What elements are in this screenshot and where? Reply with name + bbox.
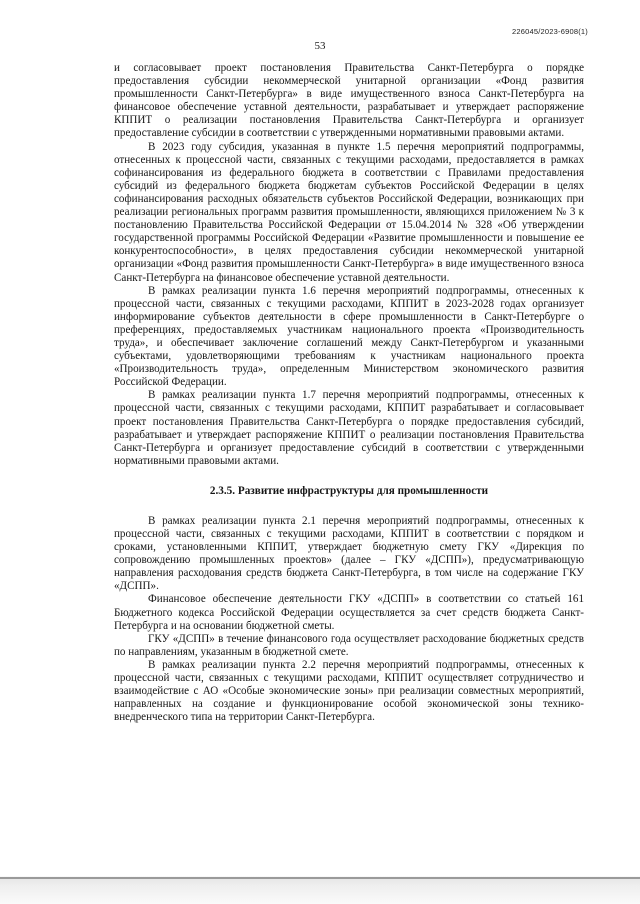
paragraph: В рамках реализации пункта 2.2 перечня мероприятий подпрограммы, отнесенных к процессной части, связанных с текущими расходами, КППИТ осуществляет сотрудничество и взаимодействие с АО «Особые экономические зоны» при реализации совместных мероприятий, направленных на создание и функционирование особой экономической зоны технико-внедренческого типа на территории Санкт-Петербурга. xyxy=(114,658,584,724)
scan-edge-shadow xyxy=(0,876,640,904)
scan-edge-line xyxy=(0,877,640,879)
document-body xyxy=(114,62,584,724)
paragraph: ГКУ «ДСПП» в течение финансового года осуществляет расходование бюджетных средств по направлениям, указанным в бюджетной смете. xyxy=(114,632,584,658)
paragraph: В рамках реализации пункта 1.6 перечня мероприятий подпрограммы, отнесенных к процессной части, связанных с текущими расходами, КППИТ в 2023-2028 годах организует информирование субъектов деятельности в сфере промышленности в Санкт-Петербурге о преференциях, предоставляемых участникам национального проекта «Производительность труда», и обеспечивает заключение соглашений между Санкт-Петербургом и указанными субъектами, удовлетворяющими требованиям к участникам национального проекта «Производительность труда», определенным Министерством экономического развития Российской Федерации. xyxy=(114,284,584,389)
page-number: 53 xyxy=(314,40,326,52)
paragraph: Финансовое обеспечение деятельности ГКУ «ДСПП» в соответствии со статьей 161 Бюджетного кодекса Российской Федерации осуществляется за счет средств бюджета Санкт-Петербурга и на основании бюджетной сметы. xyxy=(114,593,584,632)
section-heading: 2.3.5. Развитие инфраструктуры для промышленности xyxy=(209,484,489,497)
registration-stamp: 226045/2023-6908(1) xyxy=(512,27,588,36)
paragraph: В 2023 году субсидия, указанная в пункте 1.5 перечня мероприятий подпрограммы, отнесенных к процессной части, связанных с текущими расходами, предоставляется в рамках софинансирования из федерального бюджета в соответствии с Правилами предоставления субсидий из федерального бюджета бюджетам субъектов Российской Федерации в целях софинансирования расходных обязательств субъектов Российской Федерации, возникающих при реализации региональных программ развития промышленности, являющихся приложением № 3 к постановлению Правительства Российской Федерации от 15.04.2014 № 328 «Об утверждении государственной программы Российской Федерации «Развитие промышленности и повышение ее конкурентоспособности», в целях предоставления субсидии некоммерческой унитарной организации «Фонд развития промышленности Санкт-Петербурга» в виде имущественного взноса Санкт-Петербурга на финансовое обеспечение уставной деятельности. xyxy=(114,140,584,284)
paragraph: В рамках реализации пункта 1.7 перечня мероприятий подпрограммы, отнесенных к процессной части, связанных с текущими расходами, КППИТ разрабатывает и согласовывает проект постановления Правительства Санкт-Петербурга о порядке предоставления субсидий, разрабатывает и утверждает распоряжение КППИТ о реализации постановления Правительства Санкт-Петербурга и организует предоставление субсидий в соответствии с утвержденными нормативными правовыми актами. xyxy=(114,389,584,467)
paragraph: В рамках реализации пункта 2.1 перечня мероприятий подпрограммы, отнесенных к процессной части, связанных с текущими расходами, КППИТ в соответствии с порядком и сроками, установленными КППИТ, утверждает бюджетную смету ГКУ «Дирекция по сопровождению промышленных проектов» (далее – ГКУ «ДСПП»), предусматривающую направления расходования средств бюджета Санкт-Петербурга, в том числе на содержание ГКУ «ДСПП». xyxy=(114,514,584,593)
paragraph-continuation: и согласовывает проект постановления Правительства Санкт-Петербурга о порядке предоставления субсидии некоммерческой унитарной организации «Фонд развития промышленности Санкт-Петербурга» в виде имущественного взноса Санкт-Петербурга на финансовое обеспечение уставной деятельности, разрабатывает и утверждает распоряжение КППИТ о реализации постановления Правительства Санкт-Петербурга и организует предоставление субсидии в соответствии с утвержденными нормативными правовыми актами. xyxy=(114,62,584,140)
